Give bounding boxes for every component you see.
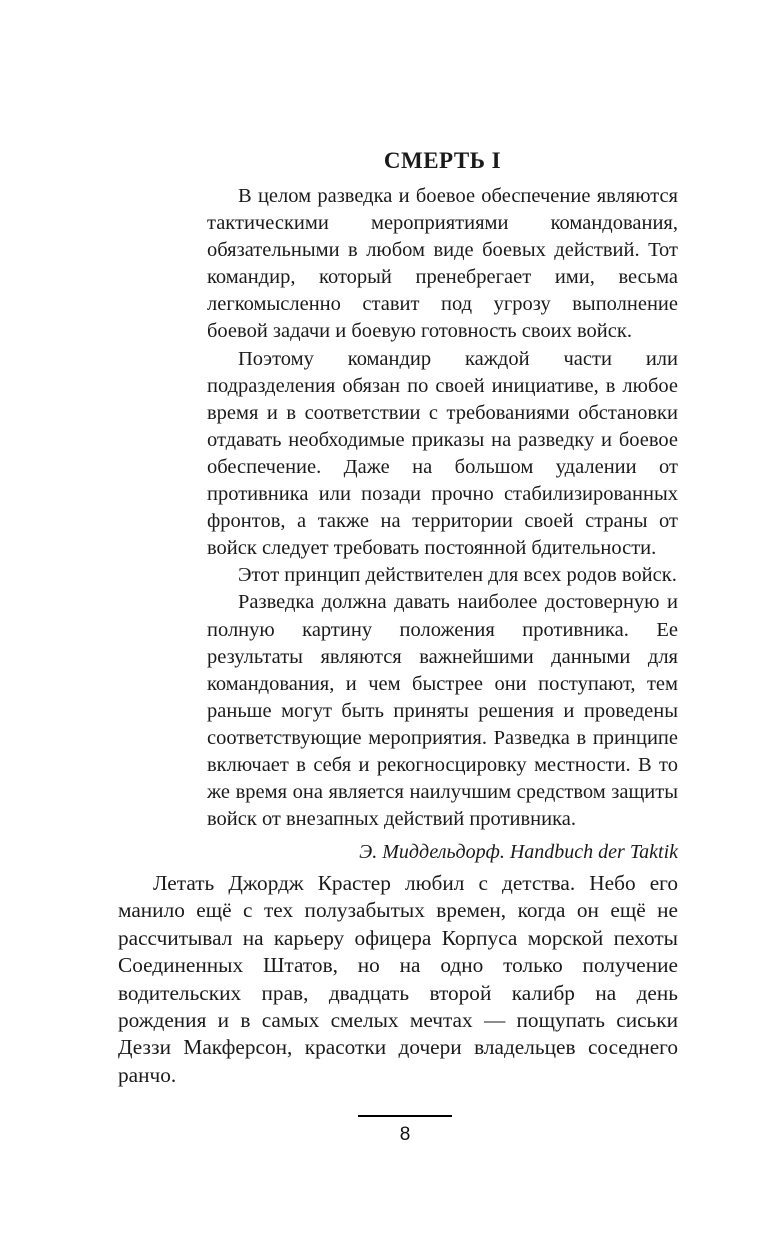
epigraph-attribution: Э. Миддельдорф. Handbuch der Taktik [359,841,678,864]
epigraph-paragraph: Этот принцип действителен для всех родов войск. [238,564,677,587]
epigraph-paragraph: Поэтому командир каждой части или подразделения обязан по своей инициативе, в любое время и в соответствии с требованиями обстановки отдавать необходимые приказы на разведку и боевое обеспечение. Даже на большом удалении от противника или позади прочно стабилизированных фронтов, а также на территории своей страны от войск следует требовать постоянной бдительности. [207,347,678,560]
page-number: 8 [399,1124,411,1145]
footer-rule [358,1115,452,1117]
epigraph-paragraph: В целом разведка и боевое обеспечение являются тактическими мероприятиями командования, обязательными в любом виде боевых действий. Тот командир, который пренебрегает ими, весьма легкомысленно ставит под угрозу выполнение боевой задачи и боевую готовность своих войск. [207,185,678,343]
chapter-title: СМЕРТЬ I [383,148,502,173]
epigraph [207,183,678,866]
body-text [118,870,678,1089]
body-paragraph: Летать Джордж Крастер любил с детства. Небо его манило ещё с тех полузабытых времен, когда он ещё не рассчитывал на карьеру офицера Корпуса морской пехоты Соединенных Штатов, но на одно только получение водительских прав, двадцать второй калибр на день рождения и в самых смелых мечтах — пощупать сиськи Деззи Макферсон, красотки дочери владельцев соседнего ранчо. [118,871,678,1087]
epigraph-paragraph: Разведка должна давать наиболее достоверную и полную картину положения противника. Ее результаты являются важнейшими данными для командования, и чем быстрее они поступают, тем раньше могут быть приняты решения и проведены соответствующие мероприятия. Разведка в принципе включает в себя и рекогносцировку местности. В то же время она является наилучшим средством защиты войск от внезапных действий противника. [207,591,678,831]
